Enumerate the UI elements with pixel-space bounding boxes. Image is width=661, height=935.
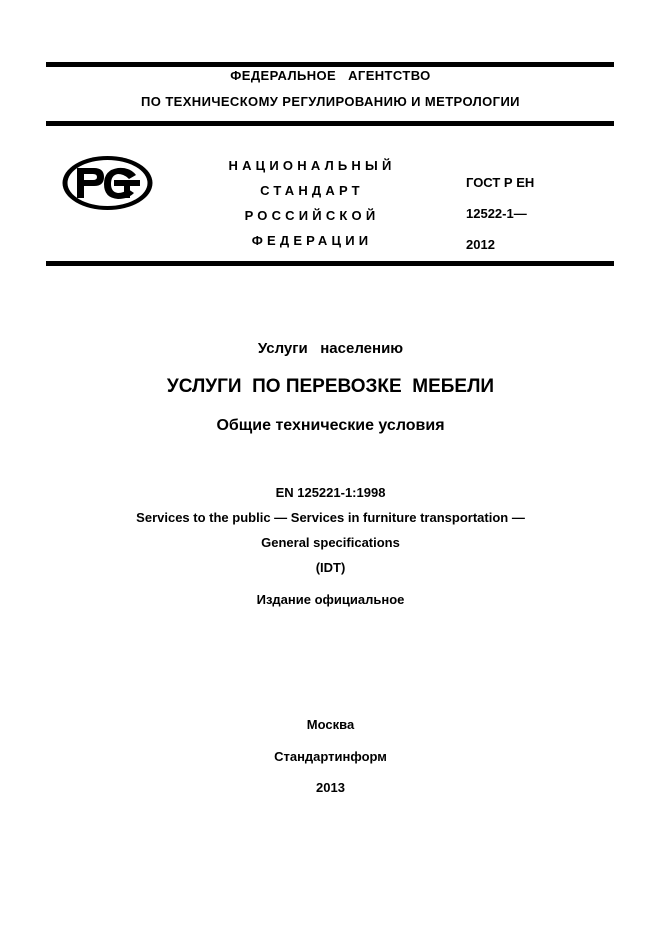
document-subtitle: Общие технические условия xyxy=(216,417,445,434)
standard-word-1: НАЦИОНАЛЬНЫЙ xyxy=(228,158,396,173)
top-rule xyxy=(46,62,614,67)
official-edition: Издание официальное xyxy=(256,592,405,607)
idt-marker: (IDT) xyxy=(315,560,346,575)
header-rule xyxy=(46,121,614,126)
publisher-name: Стандартинформ xyxy=(274,749,387,764)
standard-block-rule xyxy=(46,261,614,266)
agency-line-2: ПО ТЕХНИЧЕСКОМУ РЕГУЛИРОВАНИЮ И МЕТРОЛОГИИ xyxy=(141,94,520,109)
gost-designation-line-2: 12522-1— xyxy=(466,206,527,221)
standard-word-3: РОССИЙСКОЙ xyxy=(244,208,380,223)
standard-word-4: ФЕДЕРАЦИИ xyxy=(251,233,373,248)
english-title-line-1: Services to the public — Services in furniture transportation — xyxy=(136,510,525,525)
rst-logo xyxy=(60,153,155,213)
en-reference-code: EN 125221-1:1998 xyxy=(275,485,386,500)
agency-line-1: ФЕДЕРАЛЬНОЕ АГЕНТСТВО xyxy=(230,68,431,83)
gost-designation-line-3: 2012 xyxy=(466,237,495,252)
publication-year: 2013 xyxy=(316,780,345,795)
document-main-title: УСЛУГИ ПО ПЕРЕВОЗКЕ МЕБЕЛИ xyxy=(166,376,495,397)
english-title-line-2: General specifications xyxy=(261,535,400,550)
category-title: Услуги населению xyxy=(257,340,404,357)
standard-word-2: СТАНДАРТ xyxy=(260,183,364,198)
publication-city: Москва xyxy=(306,717,355,732)
gost-designation-line-1: ГОСТ Р ЕН xyxy=(466,175,535,190)
